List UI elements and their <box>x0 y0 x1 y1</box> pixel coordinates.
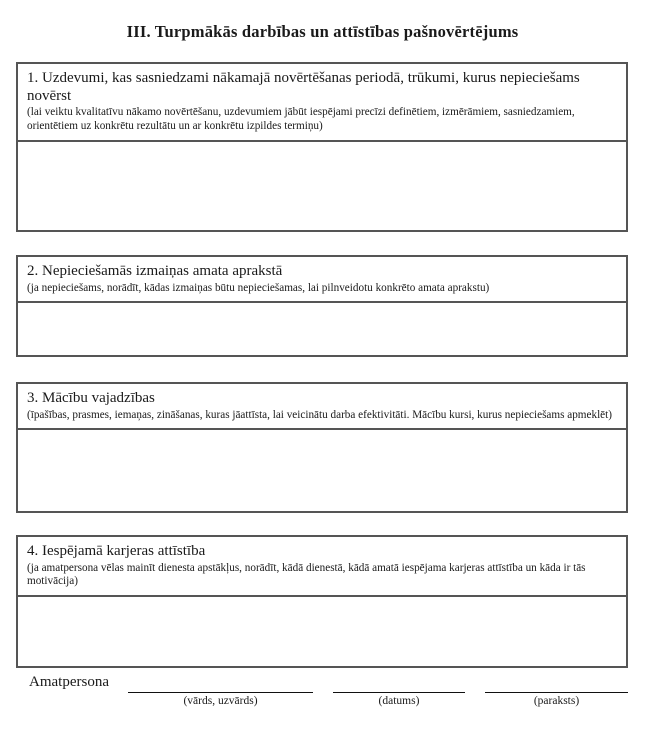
section-title-3: 3. Mācību vajadzības <box>27 390 155 406</box>
section-answer-field-1[interactable] <box>18 142 626 218</box>
section-header-4 <box>18 537 626 597</box>
signature-line-signature <box>485 692 628 693</box>
section-answer-field-4[interactable] <box>18 597 626 658</box>
section-header-2 <box>18 257 626 303</box>
section-title-4: 4. Iespējamā karjeras attīstība <box>27 543 206 559</box>
signature-slot-date[interactable] <box>333 672 465 714</box>
signature-caption-signature: (paraksts) <box>533 695 580 707</box>
signature-caption-name: (vārds, uzvārds) <box>183 695 258 707</box>
section-answer-field-3[interactable] <box>18 430 626 490</box>
page-title: III. Turpmākās darbības un attīstības pašnovērtējums <box>126 22 519 41</box>
section-block-3 <box>16 382 628 513</box>
section-hint-1: (lai veiktu kvalitatīvu nākamo novērtēšanu, uzdevumiem jābūt iespējami precīzi definētiem, izmērāmiem, sasniedzamiem, orientētiem uz konkrētu rezultātu un ar konkrētu izpildes termiņu) <box>27 106 575 133</box>
section-title-1: 1. Uzdevumi, kas sasniedzami nākamajā novērtēšanas periodā, trūkumi, kurus nepieciešams novērst <box>27 70 580 104</box>
signature-caption-date: (datums) <box>378 695 420 707</box>
section-block-1 <box>16 62 628 232</box>
section-title-2: 2. Nepieciešamās izmaiņas amata aprakstā <box>27 263 283 279</box>
signature-slot-signature[interactable] <box>485 672 628 714</box>
section-block-2 <box>16 255 628 357</box>
section-header-3 <box>18 384 626 430</box>
section-hint-4: (ja amatpersona vēlas mainīt dienesta apstākļus, norādīt, kādā dienestā, kādā amatā iespējama karjeras attīstība un kāda ir tās motivācija) <box>27 561 586 588</box>
section-block-4 <box>16 535 628 668</box>
section-answer-field-2[interactable] <box>18 303 626 353</box>
section-hint-3: (īpašības, prasmes, iemaņas, zināšanas, kuras jāattīsta, lai veicinātu darba efektivitāti. Mācību kursi, kurus nepieciešams apmeklēt) <box>27 408 612 421</box>
signature-slot-name[interactable] <box>128 672 313 714</box>
signature-label: Amatpersona <box>29 674 109 690</box>
signature-line-name <box>128 692 313 693</box>
signature-row <box>16 672 628 724</box>
section-hint-2: (ja nepieciešams, norādīt, kādas izmaiņas būtu nepieciešamas, lai pilnveidotu konkrēto amata aprakstu) <box>27 281 490 294</box>
section-header-1 <box>18 64 626 142</box>
signature-line-date <box>333 692 465 693</box>
